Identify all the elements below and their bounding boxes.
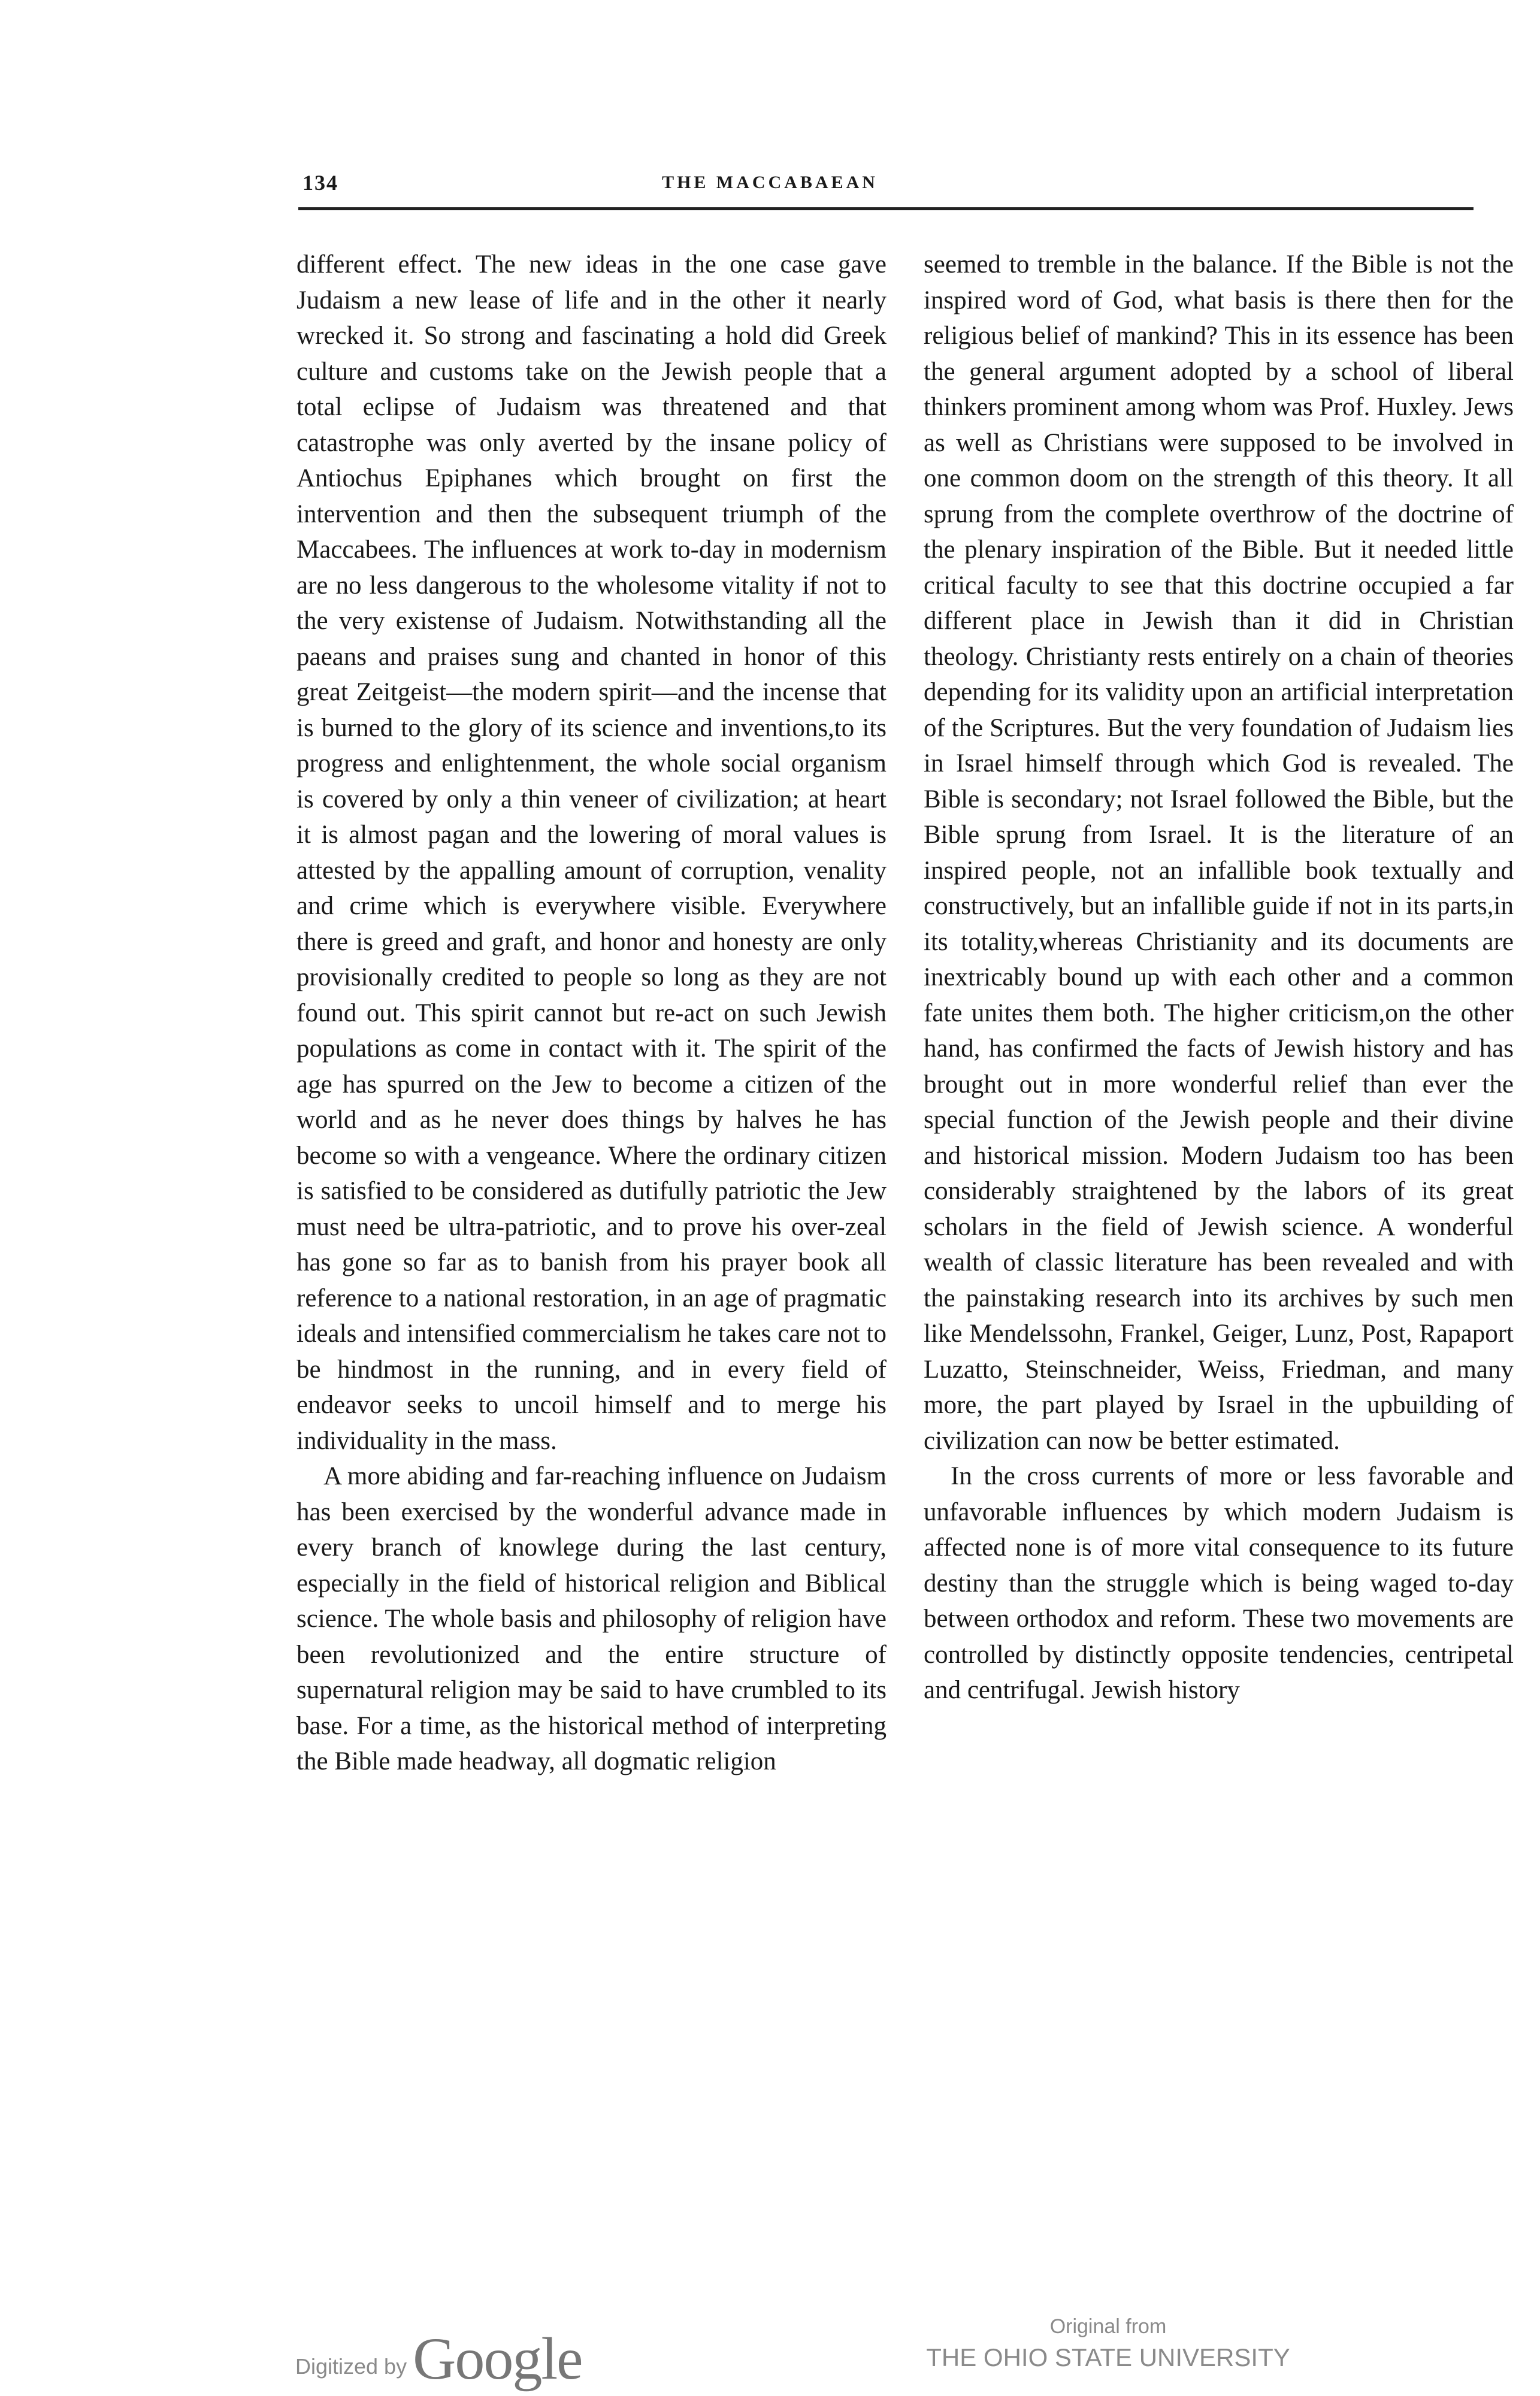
right-column — [924, 247, 1514, 1708]
institution-name: THE OHIO STATE UNIVERSITY — [926, 2343, 1290, 2371]
header-rule — [298, 207, 1474, 210]
running-title: THE MACCABAEAN — [662, 173, 878, 192]
right-paragraph-1: seemed to tremble in the balance. If the Bible is not the inspired word of God, what basis is there then for the religious belief of mankind? This in its essence has been the general argument adopted by a school of liberal thinkers prominent among whom was Prof. Huxley. Jews as well as Christians were supposed to be involved in one common doom on the strength of this theory. It all sprung from the complete overthrow of the doctrine of the plenary inspiration of the Bible. But it needed little critical faculty to see that this doctrine occupied a far different place in Jewish than it did in Christian theology. Christianty rests entirely on a chain of theories depending for its validity upon an artificial interpretation of the Scriptures. But the very foundation of Judaism lies in Israel himself through which God is revealed. The Bible is secondary; not Israel followed the Bible, but the Bible sprung from Israel. It is the literature of an inspired people, not an infallible book textually and constructively, but an infallible guide if not in its parts,in its totality,whereas Christianity and its documents are inextricably bound up with each other and a common fate unites them both. The higher criticism,on the other hand, has confirmed the facts of Jewish history and has brought out in more wonderful relief than ever the special function of the Jewish people and their divine and historical mission. Modern Judaism too has been considerably straightened by the labors of its great scholars in the field of Jewish science. A wonderful wealth of classic literature has been revealed and with the painstaking research into its archives by such men like Mendelssohn, Frankel, Geiger, Lunz, Post, Rapaport Luzatto, Steinschneider, Weiss, Friedman, and many more, the part played by Israel in the upbuilding of civilization can now be better estimated. — [924, 250, 1514, 1455]
right-paragraph-2: In the cross currents of more or less favorable and unfavorable influences by which modern Judaism is affected none is of more vital consequence to its future destiny than the struggle which is being waged to-day between orthodox and reform. These two movements are controlled by distinctly opposite tendencies, centripetal and centrifugal. Jewish history — [924, 1462, 1514, 1704]
google-logo: Google — [413, 2325, 582, 2392]
digitized-by-label: Digitized by — [295, 2354, 407, 2379]
digitized-by-footer — [295, 2324, 582, 2393]
left-paragraph-1: different effect. The new ideas in the one case gave Judaism a new lease of life and in the other it nearly wrecked it. So strong and fascinating a hold did Greek culture and customs take on the Jewish people that a total eclipse of Judaism was threatened and that catastrophe was only averted by the insane policy of Antiochus Epiphanes which brought on first the intervention and then the subsequent triumph of the Maccabees. The influences at work to-day in modernism are no less dangerous to the wholesome vitality if not to the very existense of Judaism. Notwithstanding all the paeans and praises sung and chanted in honor of this great Zeitgeist—the modern spirit—and the incense that is burned to the glory of its science and inventions,to its progress and enlightenment, the whole social organism is covered by only a thin veneer of civilization; at heart it is almost pagan and the lowering of moral values is attested by the appalling amount of corruption, venality and crime which is everywhere visible. Everywhere there is greed and graft, and honor and honesty are only provisionally credited to people so long as they are not found out. This spirit cannot but re-act on such Jewish populations as come in contact with it. The spirit of the age has spurred on the Jew to become a citizen of the world and as he never does things by halves he has become so with a vengeance. Where the ordinary citizen is satisfied to be considered as dutifully patriotic the Jew must need be ultra-patriotic, and to prove his over-zeal has gone so far as to banish from his prayer book all reference to a national restoration, in an age of pragmatic ideals and intensified commercialism he takes care not to be hindmost in the running, and in every field of endeavor seeks to uncoil himself and to merge his individuality in the mass. — [296, 250, 887, 1455]
left-column — [296, 247, 887, 1780]
page-number: 134 — [302, 171, 338, 195]
original-from-label: Original from — [1049, 2315, 1167, 2338]
original-from-footer — [863, 2311, 1354, 2373]
left-paragraph-2: A more abiding and far-reaching influence on Judaism has been exercised by the wonderful advance made in every branch of knowlege during the last century, especially in the field of historical religion and Biblical science. The whole basis and philosophy of religion have been revolutionized and the entire structure of supernatural religion may be said to have crumbled to its base. For a time, as the historical method of interpreting the Bible made headway, all dogmatic religion — [296, 1462, 887, 1775]
